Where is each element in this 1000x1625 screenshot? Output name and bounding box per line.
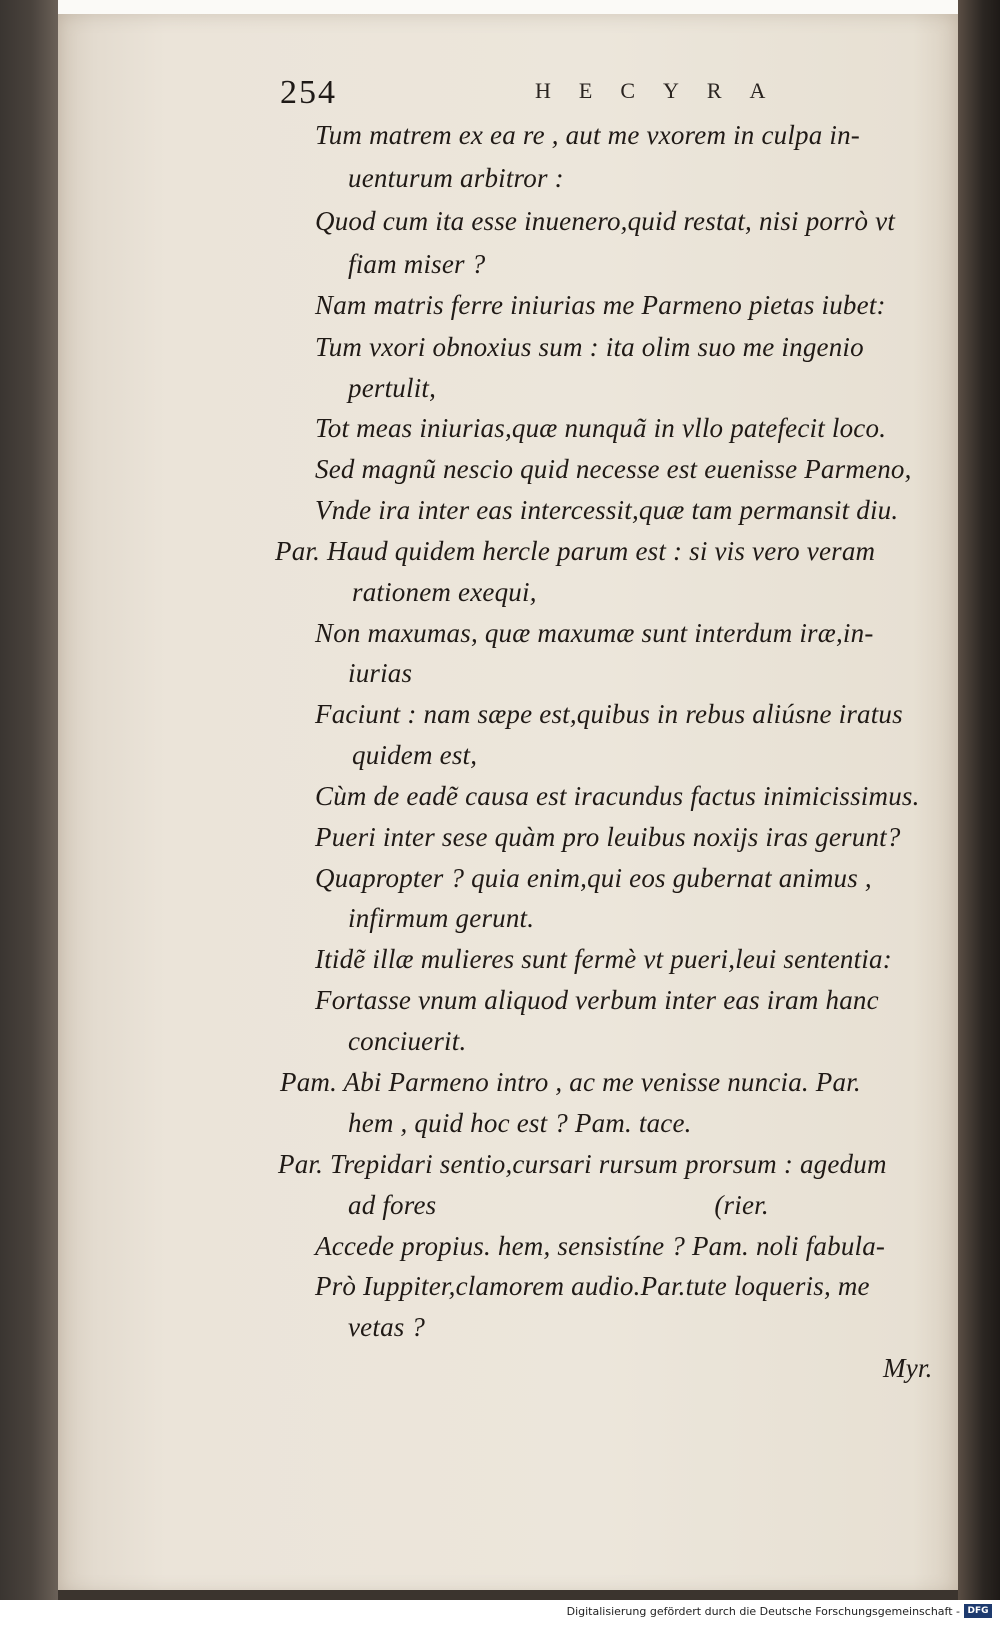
text-line: fiam miser ? [348,249,486,279]
text-line: Vnde ira inter eas intercessit,quæ tam permansit diu. [315,495,899,525]
text-line: quidem est, [352,740,478,770]
text-line: Pueri inter sese quàm pro leuibus noxijs iras gerunt? [315,822,901,852]
text-line: pertulit, [348,373,437,403]
text-line: Par. Trepidari sentio,cursari rursum prorsum : agedum [278,1149,887,1179]
text-line: Itidẽ illæ mulieres sunt fermè vt pueri,leui sententia: [315,944,892,974]
text-line: ad fores (rier. [348,1190,769,1220]
text-line: rationem exequi, [352,577,537,607]
text-line: Quod cum ita esse inuenero,quid restat, nisi porrò vt [315,206,896,236]
text-line: Prò Iuppiter,clamorem audio.Par.tute loqueris, me [315,1271,870,1301]
text-line: Quapropter ? quia enim,qui eos gubernat animus , [315,863,872,893]
text-line: Tot meas iniurias,quæ nunquã in vllo patefecit loco. [315,413,887,443]
text-line: Pam. Abi Parmeno intro , ac me venisse nuncia. Par. [280,1067,861,1097]
text-line: iurias [348,658,413,688]
text-line: hem , quid hoc est ? Pam. tace. [348,1108,692,1138]
text-line: conciuerit. [348,1026,467,1056]
running-title: HECYRA [535,78,794,103]
text-line: Tum vxori obnoxius sum : ita olim suo me ingenio [315,332,864,362]
text-line: Sed magnũ nescio quid necesse est euenisse Parmeno, [315,454,912,484]
text-line: Par. Haud quidem hercle parum est : si vis vero veram [275,536,876,566]
page-number: 254 [280,74,337,111]
text-line: uenturum arbitror : [348,163,564,193]
text-line: infirmum gerunt. [348,903,535,933]
text-line: Nam matris ferre iniurias me Parmeno pietas iubet: [315,290,886,320]
funding-credit: Digitalisierung gefördert durch die Deutsche Forschungsgemeinschaft - [566,1605,960,1618]
text-line: Cùm de eadẽ causa est iracundus factus inimicissimus. [315,781,920,811]
dfg-logo: DFG [964,1604,992,1618]
text-line: Fortasse vnum aliquod verbum inter eas iram hanc [315,985,879,1015]
catchword: Myr. [883,1353,933,1383]
text-line: Non maxumas, quæ maxumæ sunt interdum iræ,in- [315,618,874,648]
text-line: Tum matrem ex ea re , aut me vxorem in culpa in- [315,120,860,150]
text-line: vetas ? [348,1312,426,1342]
text-line: Accede propius. hem, sensistíne ? Pam. noli fabula- [315,1231,886,1261]
text-line: Faciunt : nam sæpe est,quibus in rebus aliúsne iratus [315,699,903,729]
